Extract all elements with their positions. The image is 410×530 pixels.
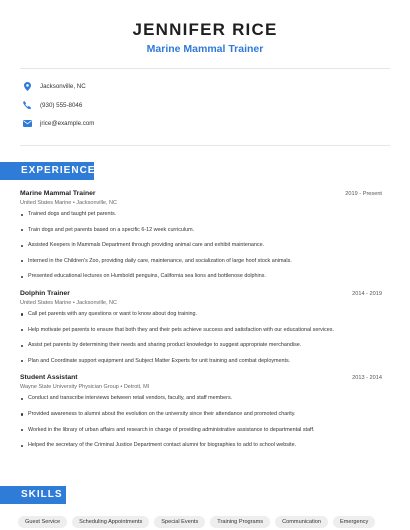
- bullet-item: Call pet parents with any questions or want to know about dog training.: [20, 311, 382, 318]
- bullet-item: Helped the secretary of the Criminal Justice Department contact alumni for biographies to add to school website.: [20, 442, 382, 449]
- bullet-item: Assisted Keepers in Mammals Department through providing animal care and exhibit maintenance.: [20, 242, 382, 249]
- contact-phone: [22, 101, 322, 110]
- bullet-item: Worked in the library of urban affairs and research in charge of providing administrative assistance to departmental staff.: [20, 427, 382, 434]
- bullet-item: Interned in the Children's Zoo, providing daily care, maintenance, and socialization of large hoof stock animals.: [20, 258, 382, 265]
- bullet-item: Help motivate pet parents to ensure that both they and their pets achieve success and satisfaction with our educational services.: [20, 327, 382, 334]
- section-heading-experience: EXPERIENCE: [0, 162, 94, 180]
- bullet-item: Trained dogs and taught pet parents.: [20, 211, 382, 218]
- job-dates: 2019 - Present: [345, 191, 382, 197]
- contact-info: [22, 82, 322, 138]
- email-icon: [22, 119, 32, 128]
- bullet-item: Plan and Coordinate support equipment and Subject Matter Experts for unit training and combat deployments.: [20, 358, 382, 365]
- location-pin-icon: [22, 82, 32, 91]
- experience-list: [20, 189, 382, 458]
- skills-list: [18, 516, 375, 528]
- phone-icon: [22, 101, 32, 110]
- contact-email: [22, 119, 322, 128]
- job-entry: [20, 289, 382, 365]
- job-title: Marine Mammal Trainer: [20, 190, 96, 197]
- email-text[interactable]: jrice@example.com: [40, 120, 95, 127]
- job-organization: United States Marine • Jacksonville, NC: [20, 200, 117, 206]
- bullet-item: Train dogs and pet parents based on a specific 6-12 week curriculum.: [20, 227, 382, 234]
- skill-chip: Guest Service: [18, 516, 67, 528]
- bullet-item: Conduct and transcribe interviews between retail vendors, faculty, and staff members.: [20, 395, 382, 402]
- job-dates: 2014 - 2019: [352, 290, 382, 297]
- bullet-item: Assist pet parents by determining their needs and sharing product knowledge to suggest appropriate merchandise.: [20, 342, 382, 349]
- phone-text: (930) 555-8046: [40, 101, 83, 109]
- candidate-title: Marine Mammal Trainer: [146, 43, 264, 55]
- job-organization: Wayne State University Physician Group • Detroit, MI: [20, 384, 150, 391]
- job-bullets: [20, 211, 382, 280]
- job-title: Student Assistant: [20, 374, 78, 382]
- job-bullets: [20, 311, 382, 365]
- job-organization: United States Marine • Jacksonville, NC: [20, 299, 117, 306]
- job-entry: [20, 189, 382, 280]
- section-heading-skills: SKILLS: [0, 486, 66, 504]
- job-title: Dolphin Trainer: [20, 289, 70, 297]
- divider-contact: [20, 145, 390, 146]
- skill-chip: Communication: [275, 516, 328, 528]
- skill-chip: Scheduling Appointments: [72, 516, 149, 528]
- location-text: Jacksonville, NC: [40, 83, 86, 90]
- bullet-item: Provided awareness to alumni about the evolution on the university since their attendance and promoted charity.: [20, 411, 382, 418]
- bullet-item: Presented educational lectures on Humboldt penguins, California sea lions and bottlenose dolphins.: [20, 273, 382, 280]
- job-dates: 2013 - 2014: [352, 375, 382, 382]
- skill-chip: Special Events: [154, 516, 205, 528]
- skill-chip: Emergency: [333, 516, 375, 528]
- skill-chip: Training Programs: [210, 516, 270, 528]
- divider-top: [20, 68, 390, 69]
- resume-header: [0, 20, 410, 56]
- job-bullets: [20, 395, 382, 449]
- contact-location: [22, 82, 322, 91]
- job-entry: [20, 373, 382, 449]
- candidate-name: JENNIFER RICE: [132, 20, 278, 39]
